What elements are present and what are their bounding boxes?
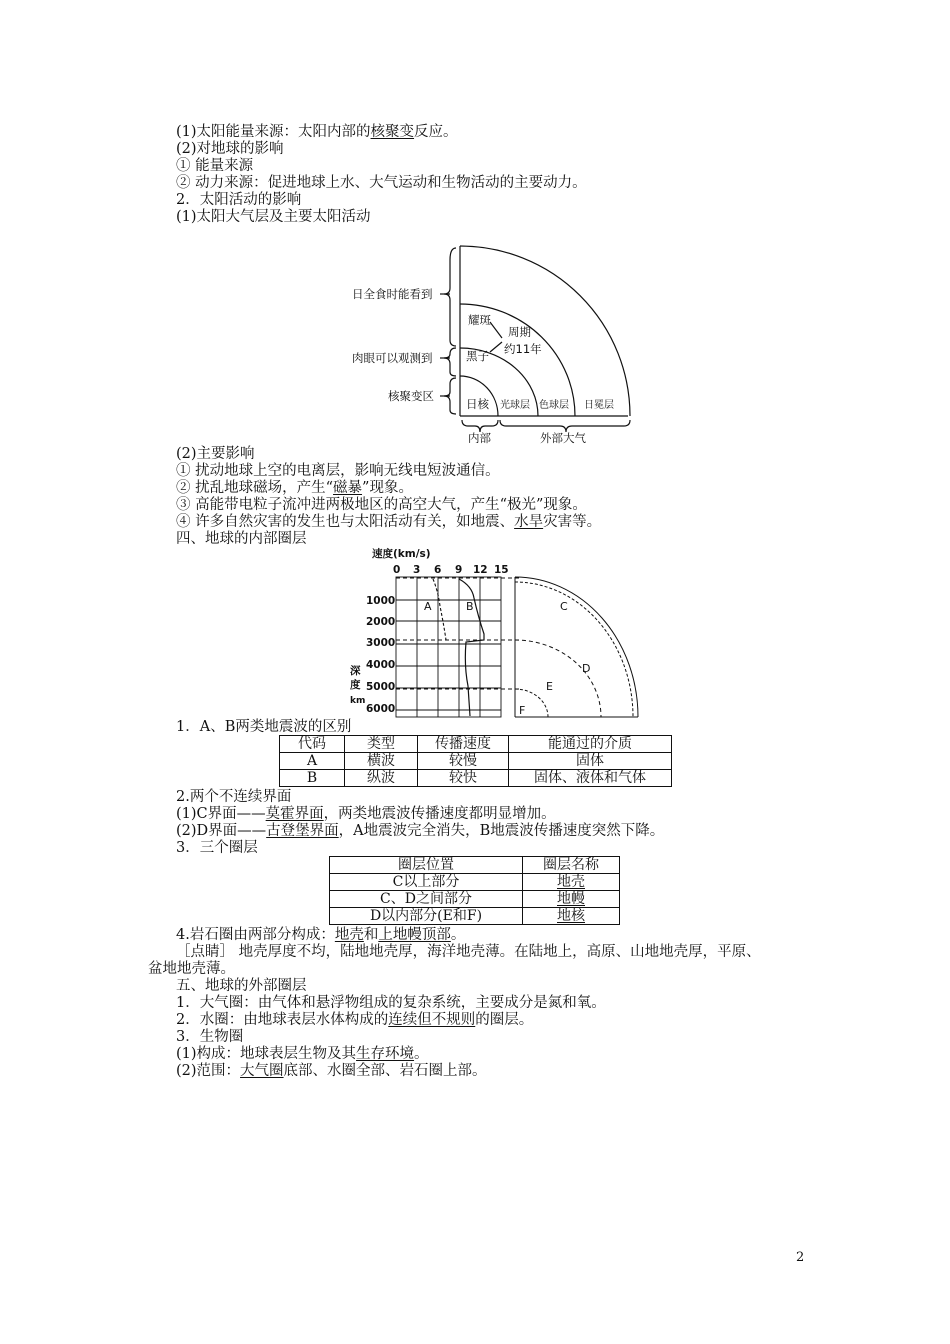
text-line: ③ 高能带电粒子流冲进两极地区的高空大气，产生“极光”现象。	[176, 497, 587, 513]
speed-axis-label: 速度(km/s)	[372, 548, 431, 560]
label-corona: 日冕层	[584, 400, 614, 411]
tick-x-15: 15	[494, 564, 509, 576]
text: (2)D界面——	[176, 823, 267, 839]
tick-y-5000: 5000	[366, 681, 396, 693]
table-row	[280, 770, 672, 787]
text-line: 3．三个圈层	[176, 840, 258, 856]
table-row	[330, 874, 620, 891]
table-cell: 较慢	[418, 753, 509, 770]
key-term: 地壳	[557, 874, 585, 890]
table-cell: 较快	[418, 770, 509, 787]
label-cycle-years: 约11年	[504, 342, 542, 356]
text: (2)范围：	[176, 1063, 241, 1079]
text-line: 1．A、B两类地震波的区别	[176, 719, 352, 735]
text-line: 2.两个不连续界面	[176, 789, 292, 805]
section-title: 五、地球的外部圈层	[176, 978, 307, 994]
text: 2．水圈：由地球表层水体构成的	[176, 1012, 389, 1028]
table-cell: B	[280, 770, 345, 787]
table-row	[330, 908, 620, 925]
text-line: (2)对地球的影响	[176, 141, 284, 157]
page-number: 2	[796, 1250, 805, 1265]
table-header-cell: 代码	[280, 736, 345, 753]
layers-table	[329, 856, 620, 925]
effect-disaster-line	[176, 514, 601, 531]
section-title: 四、地球的内部圈层	[176, 531, 307, 547]
label-eclipse: 日全食时能看到	[352, 287, 433, 301]
label-photosphere: 光球层	[500, 400, 530, 411]
label-e: E	[546, 680, 553, 693]
table-cell	[523, 874, 620, 891]
label-a: A	[424, 600, 432, 613]
effect-magnetic-line	[176, 480, 413, 497]
label-d: D	[582, 662, 591, 675]
key-term: 莫霍界面	[265, 806, 324, 822]
text: ，两类地震波传播速度都明显增加。	[323, 806, 556, 822]
text: (1)C界面——	[176, 806, 266, 822]
sun-energy-line	[176, 124, 458, 141]
text: 。	[414, 1046, 429, 1062]
text: ”现象。	[362, 480, 413, 496]
text: (1)太阳能量来源：太阳内部的	[176, 124, 371, 140]
depth-unit: km	[350, 696, 366, 706]
text: 底部、水圈全部、岩石圈上部。	[283, 1063, 487, 1079]
table-header-cell: 能通过的介质	[509, 736, 672, 753]
table-cell: D以内部分(E和F)	[330, 908, 523, 925]
table-cell: C以上部分	[330, 874, 523, 891]
tick-y-2000: 2000	[366, 616, 396, 628]
lithosphere-line	[176, 927, 465, 944]
text: 反应。	[414, 124, 458, 140]
depth-label-2: 度	[350, 679, 361, 691]
tick-y-1000: 1000	[366, 595, 396, 607]
label-chromosphere: 色球层	[539, 400, 569, 411]
key-term: 连续但不规则	[388, 1012, 476, 1028]
label-sunspot: 黑子	[466, 349, 489, 363]
biosphere-line-1	[176, 1046, 429, 1063]
key-term: 大气圈	[240, 1063, 284, 1079]
key-term: 古登堡界面	[266, 823, 339, 839]
text-line: 1．大气圈：由气体和悬浮物组成的复杂系统，主要成分是氮和氧。	[176, 995, 606, 1011]
text-line: ① 扰动地球上空的电离层，影响无线电短波通信。	[176, 463, 500, 479]
tick-y-6000: 6000	[366, 703, 396, 715]
wave-table	[279, 735, 672, 787]
label-inner: 内部	[468, 431, 491, 445]
table-row	[330, 891, 620, 908]
label-f: F	[519, 704, 526, 717]
key-term: 上地幔顶部	[378, 927, 451, 943]
table-header-cell: 传播速度	[418, 736, 509, 753]
biosphere-line-2	[176, 1063, 487, 1080]
text: 。	[450, 927, 466, 943]
tick-x-12: 12	[473, 564, 488, 576]
label-c: C	[560, 600, 568, 613]
text: 和	[363, 927, 379, 943]
table-header-cell: 圈层名称	[523, 857, 620, 874]
tick-y-3000: 3000	[366, 637, 396, 649]
table-cell: 横波	[345, 753, 418, 770]
moho-line	[176, 806, 556, 823]
gutenberg-line	[176, 823, 664, 840]
text-line: ① 能量来源	[176, 158, 254, 174]
label-cycle: 周期	[508, 325, 531, 339]
table-header-row	[330, 857, 620, 874]
key-term: 生存环境	[356, 1046, 415, 1062]
label-fusion: 核聚变区	[388, 389, 434, 403]
hydrosphere-line	[176, 1012, 533, 1029]
tick-x-0: 0	[393, 564, 401, 576]
label-flare: 耀斑	[468, 313, 491, 327]
table-header-cell: 圈层位置	[330, 857, 523, 874]
key-term: 水旱	[514, 514, 544, 530]
seismic-wave-diagram	[350, 546, 650, 722]
text: ④ 许多自然灾害的发生也与太阳活动有关，如地震、	[176, 514, 515, 530]
tip-line: ［点睛］ 地壳厚度不均，陆地地壳厚，海洋地壳薄。在陆地上，高原、山地地壳厚，平原、	[176, 944, 761, 960]
text: 的圈层。	[475, 1012, 534, 1028]
table-header-cell: 类型	[345, 736, 418, 753]
text: ② 扰乱地球磁场，产生“	[176, 480, 334, 496]
table-cell: 固体、液体和气体	[509, 770, 672, 787]
depth-label-1: 深	[350, 665, 361, 677]
label-naked-eye: 肉眼可以观测到	[352, 351, 433, 365]
tick-x-9: 9	[455, 564, 463, 576]
text: ，A地震波完全消失，B地震波传播速度突然下降。	[338, 823, 665, 839]
text: 灾害等。	[543, 514, 602, 530]
tick-x-3: 3	[413, 564, 421, 576]
sun-structure-diagram	[340, 240, 670, 445]
tick-x-6: 6	[434, 564, 442, 576]
text-line: 2．太阳活动的影响	[176, 192, 302, 208]
table-cell: 固体	[509, 753, 672, 770]
text-line: 3．生物圈	[176, 1029, 244, 1045]
tip-line-continued: 盆地地壳薄。	[148, 961, 235, 977]
wave-a-curve	[433, 579, 446, 640]
table-cell	[523, 891, 620, 908]
text-line: ② 动力来源：促进地球上水、大气运动和生物活动的主要动力。	[176, 175, 587, 191]
key-term: 核聚变	[370, 124, 415, 140]
label-b: B	[466, 600, 474, 613]
key-term: 磁暴	[333, 480, 363, 496]
table-cell: C、D之间部分	[330, 891, 523, 908]
table-header-row	[280, 736, 672, 753]
label-outer: 外部大气	[540, 431, 586, 445]
text-line: (2)主要影响	[176, 446, 255, 462]
text: (1)构成：地球表层生物及其	[176, 1046, 357, 1062]
corona-arc	[460, 246, 630, 416]
text-line: (1)太阳大气层及主要太阳活动	[176, 209, 371, 225]
key-term: 地壳	[334, 927, 364, 943]
table-cell	[523, 908, 620, 925]
tick-y-4000: 4000	[366, 659, 396, 671]
text: 4.岩石圈由两部分构成：	[176, 927, 335, 943]
key-term: 地幔	[557, 891, 585, 907]
table-cell: 纵波	[345, 770, 418, 787]
key-term: 地核	[557, 908, 585, 924]
table-cell: A	[280, 753, 345, 770]
label-core: 日核	[466, 397, 489, 411]
table-row	[280, 753, 672, 770]
